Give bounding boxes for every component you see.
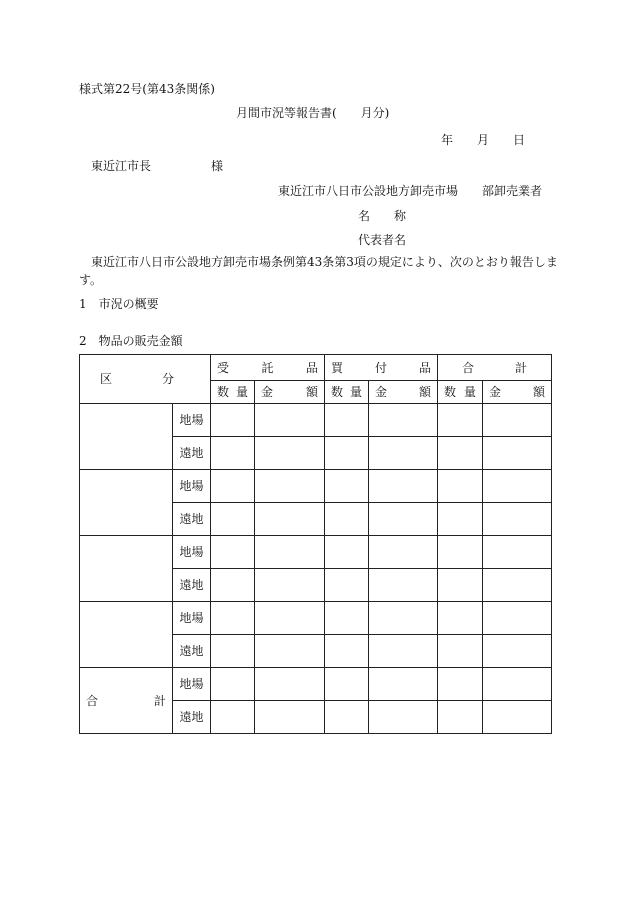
data-cell [369, 701, 438, 734]
data-cell [369, 569, 438, 602]
date-line: 年 月 日 [441, 133, 526, 147]
data-cell [211, 404, 255, 437]
remote-label: 遠地 [173, 503, 211, 536]
data-cell [255, 701, 325, 734]
local-label: 地場 [173, 602, 211, 635]
remote-label: 遠地 [173, 701, 211, 734]
category-cell [80, 404, 173, 470]
data-cell [325, 701, 369, 734]
body-text-line2: す。 [79, 273, 103, 287]
remote-label: 遠地 [173, 437, 211, 470]
sales-amount-table [79, 354, 552, 734]
category-cell [80, 536, 173, 602]
total-header: 合 計 [438, 355, 552, 381]
data-cell [255, 536, 325, 569]
data-cell [483, 437, 552, 470]
local-label: 地場 [173, 404, 211, 437]
data-cell [255, 569, 325, 602]
data-cell [211, 701, 255, 734]
data-cell [325, 437, 369, 470]
local-label: 地場 [173, 668, 211, 701]
local-label: 地場 [173, 470, 211, 503]
representative-label: 代表者名 [358, 233, 407, 247]
data-cell [369, 404, 438, 437]
data-cell [438, 635, 483, 668]
qty-header: 数 量 [211, 381, 255, 404]
data-cell [255, 635, 325, 668]
data-cell [211, 635, 255, 668]
data-cell [483, 470, 552, 503]
data-cell [325, 404, 369, 437]
data-cell [369, 503, 438, 536]
data-cell [369, 668, 438, 701]
qty-header: 数 量 [325, 381, 369, 404]
data-cell [369, 437, 438, 470]
data-cell [438, 437, 483, 470]
consignment-header: 受 託 品 [211, 355, 325, 381]
data-cell [211, 536, 255, 569]
data-cell [369, 536, 438, 569]
data-cell [483, 503, 552, 536]
data-cell [369, 635, 438, 668]
amount-header: 金 額 [369, 381, 438, 404]
data-cell [255, 404, 325, 437]
data-cell [369, 470, 438, 503]
sender-organization: 東近江市八日市公設地方卸売市場 部卸売業者 [278, 184, 543, 198]
section-1-heading: 1 市況の概要 [79, 297, 159, 311]
category-cell [80, 470, 173, 536]
amount-header: 金 額 [255, 381, 325, 404]
local-label: 地場 [173, 536, 211, 569]
data-cell [211, 503, 255, 536]
remote-label: 遠地 [173, 569, 211, 602]
data-cell [325, 536, 369, 569]
purchase-header: 買 付 品 [325, 355, 438, 381]
data-cell [483, 668, 552, 701]
data-cell [438, 470, 483, 503]
data-cell [483, 701, 552, 734]
amount-header: 金 額 [483, 381, 552, 404]
data-cell [438, 668, 483, 701]
data-cell [438, 404, 483, 437]
name-label: 名 称 [358, 209, 407, 223]
qty-header: 数 量 [438, 381, 483, 404]
data-cell [211, 602, 255, 635]
data-cell [255, 437, 325, 470]
remote-label: 遠地 [173, 635, 211, 668]
data-cell [325, 503, 369, 536]
data-cell [255, 602, 325, 635]
data-cell [438, 701, 483, 734]
body-text-line1: 東近江市八日市公設地方卸売市場条例第43条第3項の規定により、次のとおり報告しま [91, 255, 558, 269]
data-cell [255, 503, 325, 536]
data-cell [211, 569, 255, 602]
data-cell [325, 668, 369, 701]
data-cell [483, 635, 552, 668]
data-cell [483, 569, 552, 602]
data-cell [211, 437, 255, 470]
data-cell [211, 470, 255, 503]
data-cell [483, 602, 552, 635]
data-cell [438, 602, 483, 635]
data-cell [211, 668, 255, 701]
data-cell [255, 470, 325, 503]
kubun-header: 区 分 [80, 355, 211, 404]
data-cell [325, 635, 369, 668]
data-cell [483, 536, 552, 569]
data-cell [438, 536, 483, 569]
section-2-heading: 2 物品の販売金額 [79, 334, 183, 348]
data-cell [325, 602, 369, 635]
data-cell [438, 503, 483, 536]
data-cell [255, 668, 325, 701]
data-cell [325, 569, 369, 602]
data-cell [483, 404, 552, 437]
total-row-label: 合 計 [80, 668, 173, 734]
document-title: 月間市況等報告書( 月分) [236, 106, 390, 120]
form-number: 様式第22号(第43条関係) [79, 82, 215, 96]
addressee: 東近江市長 様 [91, 159, 224, 173]
data-cell [369, 602, 438, 635]
data-cell [325, 470, 369, 503]
category-cell [80, 602, 173, 668]
data-cell [438, 569, 483, 602]
